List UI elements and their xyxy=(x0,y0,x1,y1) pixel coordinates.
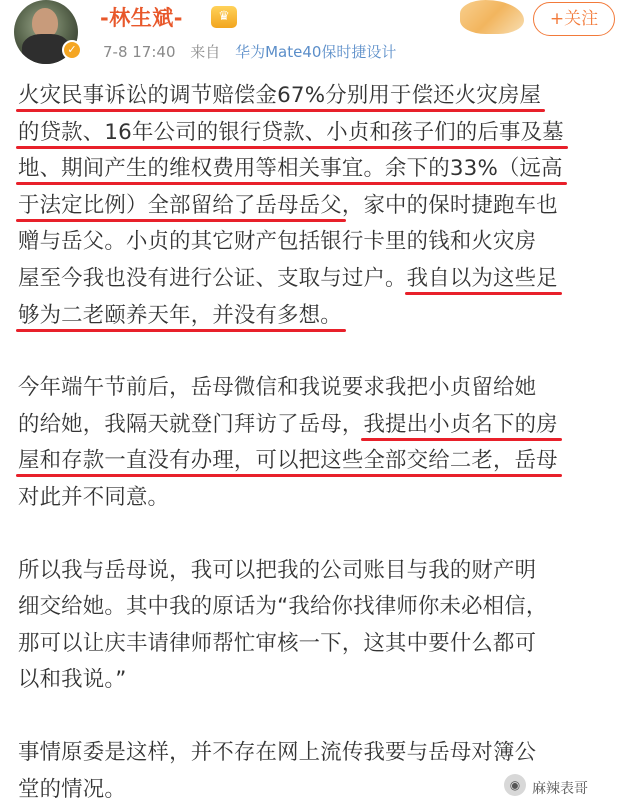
post-meta xyxy=(103,41,406,62)
text-line xyxy=(18,224,618,261)
body-text: 所以我与岳母说，我可以把我的公司账目与我的财产明 xyxy=(18,557,537,583)
post-body xyxy=(18,78,618,808)
post-header xyxy=(0,0,634,78)
from-label: 来自 xyxy=(190,43,221,61)
body-text: 屋至今我也没有进行公证、支取与过户。 xyxy=(18,265,407,291)
text-line xyxy=(18,662,618,699)
text-line xyxy=(18,78,618,115)
body-text: 堂的情况。 xyxy=(18,776,126,802)
highlighted-text: 于法定比例）全部留给了岳母岳父 xyxy=(18,192,342,218)
post-time: 7-8 17:40 xyxy=(103,43,176,61)
body-text: 细交给她。其中我的原话为“我给你找律师你未必相信， xyxy=(18,594,548,620)
text-line xyxy=(18,443,618,480)
paragraph-gap xyxy=(18,517,618,553)
highlighted-text: 火灾民事诉讼的调节赔偿金67%分别用于偿还火灾房屋 xyxy=(18,83,542,108)
vip-crown-icon[interactable]: ♛ xyxy=(211,6,237,28)
verified-badge-icon: ✓ xyxy=(62,40,82,60)
body-text: 的给她，我隔天就登门拜访了岳母， xyxy=(18,411,364,437)
tiger-decoration-icon xyxy=(460,0,524,34)
paragraph-gap xyxy=(18,334,618,370)
text-line xyxy=(18,188,618,225)
text-line xyxy=(18,370,618,407)
body-text: ，家中的保时捷跑车也 xyxy=(341,192,558,218)
text-line xyxy=(18,772,618,809)
wechat-icon: ◉ xyxy=(504,774,526,796)
text-line xyxy=(18,480,618,517)
text-line xyxy=(18,553,618,590)
highlighted-text: 我自以为这些足 xyxy=(406,265,558,291)
post-paragraph xyxy=(18,735,618,808)
text-line xyxy=(18,151,618,188)
follow-button[interactable]: +关注 xyxy=(533,2,615,36)
text-line xyxy=(18,735,618,772)
body-text: 事情原委是这样，并不存在网上流传我要与岳母对簿公 xyxy=(18,739,537,765)
highlighted-text: 我提出小贞名下的房 xyxy=(363,411,558,437)
watermark-text: 麻辣表哥 xyxy=(532,781,588,797)
post-paragraph xyxy=(18,370,618,516)
username[interactable]: -林生斌- xyxy=(100,6,183,30)
body-text: 对此并不同意。 xyxy=(18,484,170,510)
text-line xyxy=(18,407,618,444)
post-source[interactable]: 华为Mate40保时捷设计 xyxy=(235,43,397,61)
highlighted-text: 的贷款、16年公司的银行贷款、小贞和孩子们的后事及墓 xyxy=(18,119,564,145)
body-text: 以和我说。” xyxy=(18,667,127,693)
body-text: 那可以让庆丰请律师帮忙审核一下，这其中要什么都可 xyxy=(18,630,537,656)
body-text: 赠与岳父。小贞的其它财产包括银行卡里的钱和火灾房 xyxy=(18,229,537,255)
highlighted-text: 够为二老颐养天年，并没有多想。 xyxy=(18,302,342,328)
post-paragraph xyxy=(18,553,618,699)
highlighted-text: 岳母 xyxy=(514,448,558,474)
post-paragraph xyxy=(18,78,618,334)
highlighted-text: 屋和存款一直没有办理，可以把这些全部交给二老， xyxy=(18,448,515,474)
text-line xyxy=(18,589,618,626)
text-line xyxy=(18,626,618,663)
text-line xyxy=(18,261,618,298)
highlighted-text: 地、期间产生的维权费用等相关事宜。 xyxy=(18,156,386,182)
paragraph-gap xyxy=(18,699,618,735)
text-line xyxy=(18,115,618,152)
text-line xyxy=(18,298,618,335)
highlighted-text: 余下的33%（远高 xyxy=(385,156,563,182)
body-text: 今年端午节前后，岳母微信和我说要求我把小贞留给她 xyxy=(18,375,537,401)
